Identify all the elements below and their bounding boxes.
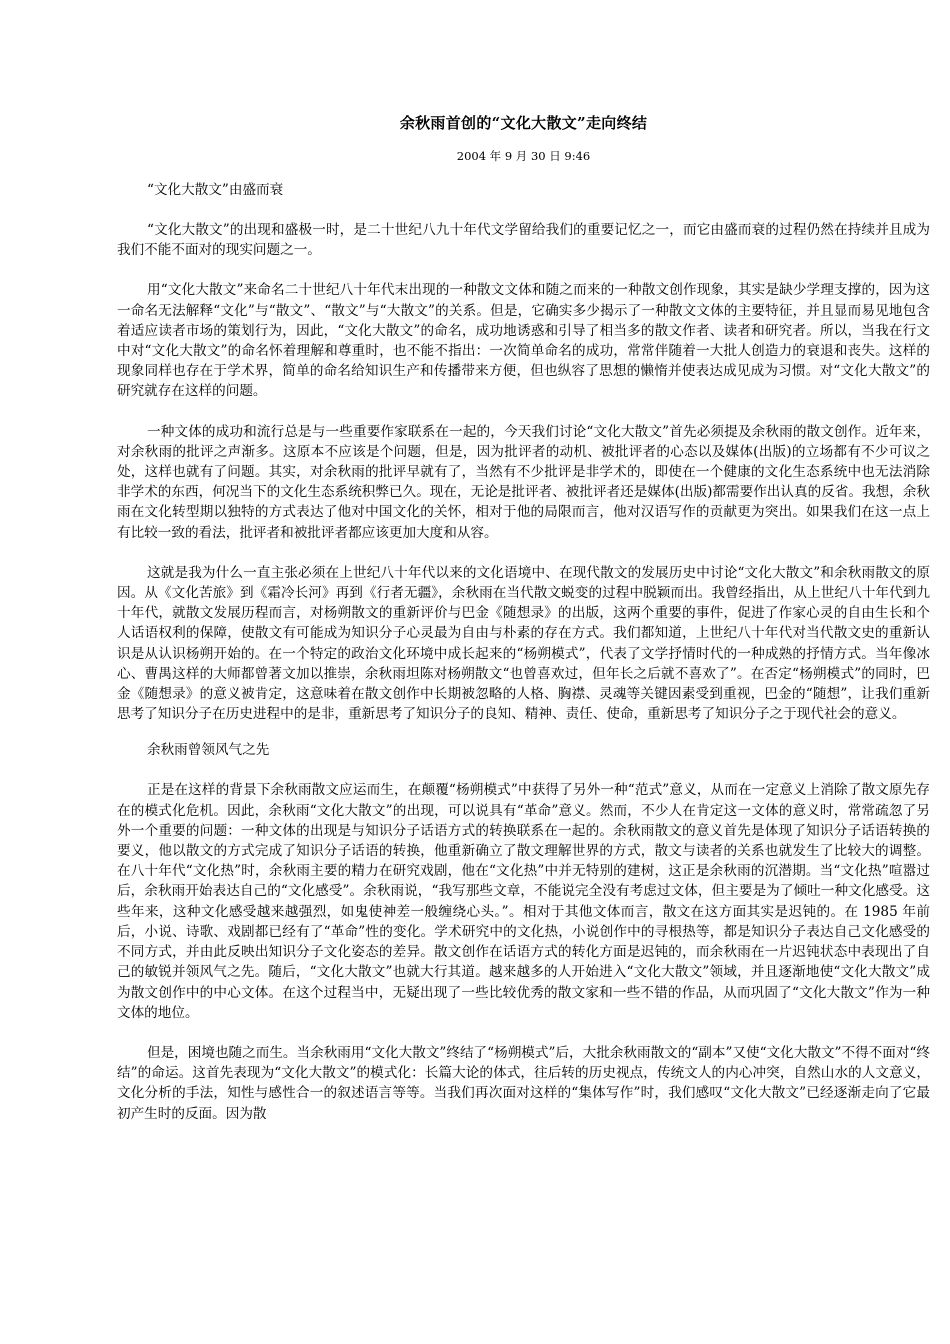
paragraph: 这就是我为什么一直主张必须在上世纪八十年代以来的文化语境中、在现代散文的发展历史中讨论“文化大散文”和余秋雨散文的原因。从《文化苦旅》到《霜冷长河》再到《行者无疆》，余秋雨在当代散文蜕变的过程中脱颖而出。我曾经指出，从上世纪八十年代到九十年代，就散文发展历程而言，对杨朔散文的重新评价与巴金《随想录》的出版，这两个重要的事件，促进了作家心灵的自由生长和个人话语权利的保障，使散文有可能成为知识分子心灵最为自由与朴素的存在方式。我们都知道，上世纪八十年代对当代散文史的重新认识是从认识杨朔开始的。在一个特定的政治文化环境中成长起来的“杨朔模式”，代表了文学抒情时代的一种成熟的抒情方式。当年像冰心、曹禺这样的大师都曾著文加以推崇，余秋雨坦陈对杨朔散文“也曾喜欢过，但年长之后就不喜欢了”。在否定“杨朔模式”的同时，巴金《随想录》的意义被肯定，这意味着在散文创作中长期被忽略的人格、胸襟、灵魂等关键因素受到重视，巴金的“随想”，让我们重新思考了知识分子在历史进程中的是非，重新思考了知识分子的良知、精神、责任、使命，重新思考了知识分子之于现代社会的意义。 [117, 564, 930, 723]
paragraph: 但是，困境也随之而生。当余秋雨用“文化大散文”终结了“杨朔模式”后，大批余秋雨散文的“副本”又使“文化大散文”不得不面对“终结”的命运。这首先表现为“文化大散文”的模式化：长篇大论的体式，往后转的历史视点，传统文人的内心冲突，自然山水的人文意义，文化分析的手法，知性与感性合一的叙述语言等等。当我们再次面对这样的“集体写作”时，我们感叹“文化大散文”已经逐渐走向了它最初产生时的反面。因为散 [117, 1044, 931, 1122]
publish-date: 2004 年 9 月 30 日 9:46 [456, 149, 591, 163]
section-heading-2: 余秋雨曾领风气之先 [147, 742, 270, 759]
paragraph: 正是在这样的背景下余秋雨散文应运而生，在颠覆“杨朔模式”中获得了另外一种“范式”意义，从而在一定意义上消除了散文原先存在的模式化危机。因此，余秋雨“文化大散文”的出现，可以说具有“革命”意义。然而，不少人在肯定这一文体的意义时，常常疏忽了另外一个重要的问题：一种文体的出现是与知识分子话语方式的转换联系在一起的。余秋雨散文的意义首先是体现了知识分子话语转换的要义，他以散文的方式完成了知识分子话语的转换，他重新确立了散文理解世界的方式，散文与读者的关系也就发生了比较大的调整。在八十年代“文化热”时，余秋雨主要的精力在研究戏剧，他在“文化热”中并无特别的建树，这正是余秋雨的沉潜期。当“文化热”喧嚣过后，余秋雨开始表达自己的“文化感受”。余秋雨说，“我写那些文章，不能说完全没有考虑过文体，但主要是为了倾吐一种文化感受。这些年来，这种文化感受越来越强烈，如鬼使神差一般缠绕心头。”。相对于其他文体而言，散文在这方面其实是迟钝的。在 1985 年前后，小说、诗歌、戏剧都已经有了“革命”性的变化。学术研究中的文化热，小说创作中的寻根热等，都是知识分子表达自己文化感受的不同方式，并由此反映出知识分子文化姿态的差异。散文创作在话语方式的转化方面是迟钝的，而余秋雨在一片迟钝状态中表现出了自己的敏锐并领风气之先。随后，“文化大散文”也就大行其道。越来越多的人开始进入“文化大散文”领域，并且逐渐地使“文化大散文”成为散文创作中的中心文体。在这个过程当中，无疑出现了一些比较优秀的散文家和一些不错的作品，从而巩固了“文化大散文”作为一种文体的地位。 [117, 782, 930, 1021]
paragraph: 一种文体的成功和流行总是与一些重要作家联系在一起的，今天我们讨论“文化大散文”首先必须提及余秋雨的散文创作。近年来，对余秋雨的批评之声渐多。这原本不应该是个问题，但是，因为批评者的动机、被批评者的心态以及媒体(出版)的立场都有不少可议之处，这样也就有了问题。其实，对余秋雨的批评早就有了，当然有不少批评是非学术的，即使在一个健康的文化生态系统中也无法消除非学术的东西，何况当下的文化生态系统积弊已久。现在，无论是批评者、被批评者还是媒体(出版)都需要作出认真的反省。我想，余秋雨在文化转型期以独特的方式表达了他对中国文化的关怀，相对于他的局限而言，他对汉语写作的贡献更为突出。如果我们在这一点上有比较一致的看法，批评者和被批评者都应该更加大度和从容。 [117, 423, 930, 541]
paragraph: 用“文化大散文”来命名二十世纪八十年代末出现的一种散文文体和随之而来的一种散文创作现象，其实是缺少学理支撑的，因为这一命名无法解释“文化”与“散文”、“散文”与“大散文”的关系。但是，它确实多少揭示了一种散文文体的主要特征，并且显而易见地包含着适应读者市场的策划行为，因此，“文化大散文”的命名，成功地诱惑和引导了相当多的散文作者、读者和研究者。所以，当我在行文中对“文化大散文”的命名怀着理解和尊重时，也不能不指出：一次简单命名的成功，常常伴随着一大批人创造力的衰退和丧失。这样的现象同样也存在于学术界，简单的命名给知识生产和传播带来方便，但也纵容了思想的懒惰并使表达成见成为习惯。对“文化大散文”的研究就存在这样的问题。 [117, 282, 930, 400]
article [117, 112, 930, 1124]
paragraph: “文化大散文”的出现和盛极一时，是二十世纪八九十年代文学留给我们的重要记忆之一，而它由盛而衰的过程仍然在持续并且成为我们不能不面对的现实问题之一。 [117, 222, 930, 259]
section-heading-1: “文化大散文”由盛而衰 [147, 182, 284, 198]
article-title: 余秋雨首创的“文化大散文”走向终结 [399, 114, 648, 132]
